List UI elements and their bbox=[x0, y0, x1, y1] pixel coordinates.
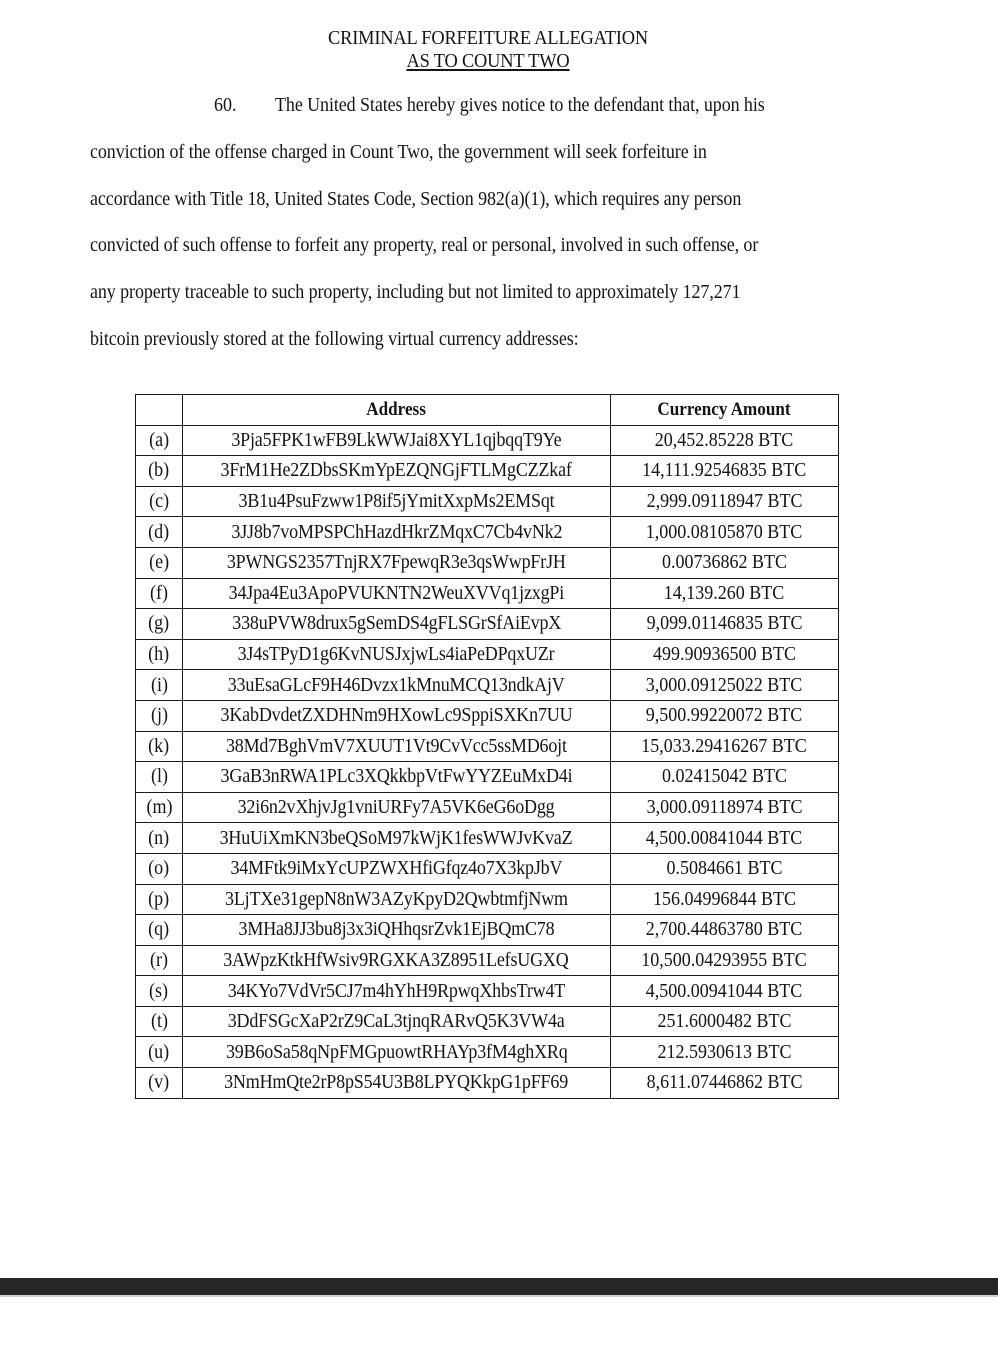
row-label: (n) bbox=[136, 823, 183, 854]
paragraph-line-1: The United States hereby gives notice to the defendant that, upon his bbox=[275, 94, 765, 116]
row-address: 3LjTXe31gepN8nW3AZyKpyD2QwbtmfjNwm bbox=[183, 884, 611, 915]
row-amount: 251.6000482 BTC bbox=[610, 1006, 838, 1037]
row-address: 3PWNGS2357TnjRX7FpewqR3e3qsWwpFrJH bbox=[183, 547, 611, 578]
row-address: 3J4sTPyD1g6KvNUSJxjwLs4iaPeDPqxUZr bbox=[183, 639, 611, 670]
row-address: 3MHa8JJ3bu8j3x3iQHhqsrZvk1EjBQmC78 bbox=[183, 915, 611, 946]
row-label: (p) bbox=[136, 884, 183, 915]
row-address: 34MFtk9iMxYcUPZWXHfiGfqz4o7X3kpJbV bbox=[183, 853, 611, 884]
row-label: (h) bbox=[136, 639, 183, 670]
row-amount: 1,000.08105870 BTC bbox=[610, 517, 838, 548]
row-label: (o) bbox=[136, 853, 183, 884]
page-separator-bar bbox=[0, 1278, 998, 1297]
row-label: (m) bbox=[136, 792, 183, 823]
table-row bbox=[136, 700, 839, 731]
row-address: 3DdFSGcXaP2rZ9CaL3tjnqRARvQ5K3VW4a bbox=[183, 1006, 611, 1037]
row-label: (d) bbox=[136, 517, 183, 548]
row-label: (k) bbox=[136, 731, 183, 762]
row-label: (v) bbox=[136, 1068, 183, 1099]
table-row bbox=[136, 517, 839, 548]
header-label-cell bbox=[136, 395, 183, 426]
table-row bbox=[136, 1068, 839, 1099]
row-amount: 8,611.07446862 BTC bbox=[610, 1068, 838, 1099]
row-address: 34KYo7VdVr5CJ7m4hYhH9RpwqXhbsTrw4T bbox=[183, 976, 611, 1007]
paragraph-number: 60. bbox=[214, 94, 237, 116]
table-row bbox=[136, 853, 839, 884]
row-label: (l) bbox=[136, 762, 183, 793]
header-currency-amount bbox=[610, 395, 838, 426]
row-amount: 3,000.09125022 BTC bbox=[610, 670, 838, 701]
paragraph-line-5: any property traceable to such property, including but not limited to approximately 127,271 bbox=[90, 281, 741, 303]
row-amount: 0.5084661 BTC bbox=[610, 853, 838, 884]
row-amount: 156.04996844 BTC bbox=[610, 884, 838, 915]
row-amount: 4,500.00841044 BTC bbox=[610, 823, 838, 854]
row-label: (j) bbox=[136, 700, 183, 731]
table-row bbox=[136, 609, 839, 640]
row-amount: 15,033.29416267 BTC bbox=[610, 731, 838, 762]
table-row bbox=[136, 1037, 839, 1068]
row-amount: 20,452.85228 BTC bbox=[610, 425, 838, 456]
paragraph-line-3: accordance with Title 18, United States Code, Section 982(a)(1), which requires any person bbox=[90, 188, 742, 210]
row-address: 34Jpa4Eu3ApoPVUKNTN2WeuXVVq1jzxgPi bbox=[183, 578, 611, 609]
row-address: 3B1u4PsuFzww1P8if5jYmitXxpMs2EMSqt bbox=[183, 486, 611, 517]
row-amount: 14,111.92546835 BTC bbox=[610, 456, 838, 487]
row-amount: 212.5930613 BTC bbox=[610, 1037, 838, 1068]
row-label: (e) bbox=[136, 547, 183, 578]
paragraph-line-4: convicted of such offense to forfeit any property, real or personal, involved in such offense, or bbox=[90, 234, 759, 256]
row-label: (g) bbox=[136, 609, 183, 640]
row-amount: 2,700.44863780 BTC bbox=[610, 915, 838, 946]
row-address: 3HuUiXmKN3beQSoM97kWjK1fesWWJvKvaZ bbox=[183, 823, 611, 854]
table-row bbox=[136, 976, 839, 1007]
table-row bbox=[136, 945, 839, 976]
row-amount: 0.00736862 BTC bbox=[610, 547, 838, 578]
table-row bbox=[136, 762, 839, 793]
table-row bbox=[136, 486, 839, 517]
table-row bbox=[136, 731, 839, 762]
row-address: 338uPVW8drux5gSemDS4gFLSGrSfAiEvpX bbox=[183, 609, 611, 640]
row-address: 3Pja5FPK1wFB9LkWWJai8XYL1qjbqqT9Ye bbox=[183, 425, 611, 456]
row-address: 38Md7BghVmV7XUUT1Vt9CvVcc5ssMD6ojt bbox=[183, 731, 611, 762]
table-row bbox=[136, 670, 839, 701]
row-amount: 14,139.260 BTC bbox=[610, 578, 838, 609]
table-row bbox=[136, 578, 839, 609]
row-amount: 499.90936500 BTC bbox=[610, 639, 838, 670]
row-label: (c) bbox=[136, 486, 183, 517]
table-row bbox=[136, 639, 839, 670]
section-title: CRIMINAL FORFEITURE ALLEGATION bbox=[328, 27, 648, 49]
row-label: (f) bbox=[136, 578, 183, 609]
table-row bbox=[136, 884, 839, 915]
table-row bbox=[136, 425, 839, 456]
row-address: 3NmHmQte2rP8pS54U3B8LPYQKkpG1pFF69 bbox=[183, 1068, 611, 1099]
row-amount: 0.02415042 BTC bbox=[610, 762, 838, 793]
row-address: 3JJ8b7voMPSPChHazdHkrZMqxC7Cb4vNk2 bbox=[183, 517, 611, 548]
row-label: (b) bbox=[136, 456, 183, 487]
row-label: (i) bbox=[136, 670, 183, 701]
table-row bbox=[136, 547, 839, 578]
table-body bbox=[136, 425, 839, 1098]
row-address: 3GaB3nRWA1PLc3XQkkbpVtFwYYZEuMxD4i bbox=[183, 762, 611, 793]
row-address: 32i6n2vXhjvJg1vniURFy7A5VK6eG6oDgg bbox=[183, 792, 611, 823]
paragraph-line-6: bitcoin previously stored at the following virtual currency addresses: bbox=[90, 328, 579, 350]
row-label: (s) bbox=[136, 976, 183, 1007]
row-label: (t) bbox=[136, 1006, 183, 1037]
row-amount: 10,500.04293955 BTC bbox=[610, 945, 838, 976]
row-label: (q) bbox=[136, 915, 183, 946]
header-address bbox=[183, 395, 611, 426]
table-row bbox=[136, 456, 839, 487]
table-header-row bbox=[136, 395, 839, 426]
row-amount: 3,000.09118974 BTC bbox=[610, 792, 838, 823]
row-address: 3KabDvdetZXDHNm9HXowLc9SppiSXKn7UU bbox=[183, 700, 611, 731]
row-address: 3AWpzKtkHfWsiv9RGXKA3Z8951LefsUGXQ bbox=[183, 945, 611, 976]
row-amount: 9,500.99220072 BTC bbox=[610, 700, 838, 731]
table-row bbox=[136, 1006, 839, 1037]
row-label: (u) bbox=[136, 1037, 183, 1068]
table-row bbox=[136, 792, 839, 823]
row-address: 33uEsaGLcF9H46Dvzx1kMnuMCQ13ndkAjV bbox=[183, 670, 611, 701]
header-amount-text: Currency Amount bbox=[657, 398, 791, 420]
header-address-text: Address bbox=[366, 398, 427, 420]
bitcoin-address-table bbox=[135, 394, 839, 1099]
section-subtitle: AS TO COUNT TWO bbox=[406, 50, 570, 72]
row-amount: 4,500.00941044 BTC bbox=[610, 976, 838, 1007]
row-address: 39B6oSa58qNpFMGpuowtRHAYp3fM4ghXRq bbox=[183, 1037, 611, 1068]
table-row bbox=[136, 823, 839, 854]
row-amount: 2,999.09118947 BTC bbox=[610, 486, 838, 517]
row-label: (r) bbox=[136, 945, 183, 976]
row-label: (a) bbox=[136, 425, 183, 456]
table-row bbox=[136, 915, 839, 946]
row-address: 3FrM1He2ZDbsSKmYpEZQNGjFTLMgCZZkaf bbox=[183, 456, 611, 487]
paragraph-line-2: conviction of the offense charged in Count Two, the government will seek forfeiture in bbox=[90, 141, 707, 163]
row-amount: 9,099.01146835 BTC bbox=[610, 609, 838, 640]
